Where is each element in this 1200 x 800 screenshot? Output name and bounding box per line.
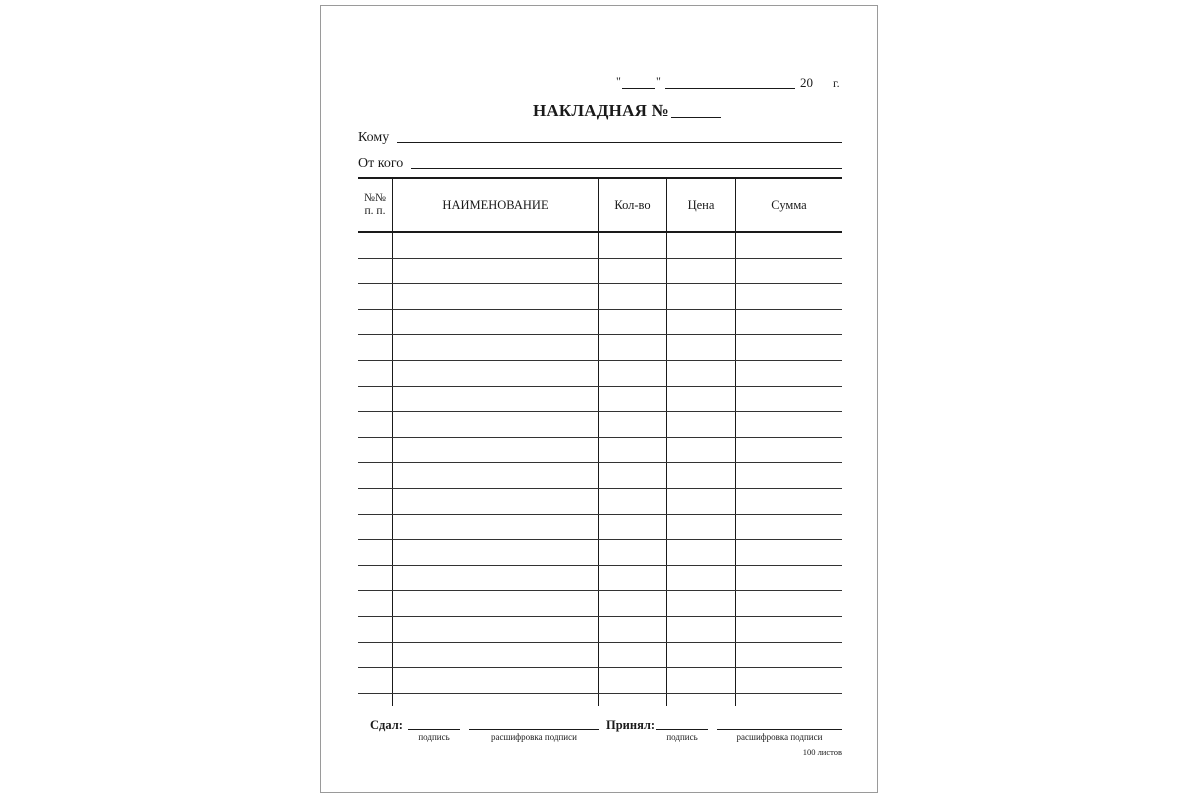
invoice-title bbox=[533, 101, 669, 121]
table-row[interactable] bbox=[358, 411, 842, 412]
table-row[interactable] bbox=[358, 462, 842, 463]
header-name: НАИМЕНОВАНИЕ bbox=[442, 198, 549, 212]
handed-signature-field[interactable] bbox=[408, 729, 460, 730]
table-row[interactable] bbox=[358, 616, 842, 617]
to-field[interactable] bbox=[397, 142, 842, 143]
table-row[interactable] bbox=[358, 693, 842, 694]
from-label: От кого bbox=[358, 156, 404, 171]
date-line bbox=[321, 6, 879, 106]
invoice-title-text: НАКЛАДНАЯ № bbox=[533, 101, 669, 120]
header-qty: Кол-во bbox=[614, 198, 651, 212]
invoice-form-sheet bbox=[320, 5, 878, 793]
sheet-count-note: 100 листов bbox=[802, 747, 842, 757]
header-num-line1: №№ bbox=[364, 192, 386, 204]
table-row[interactable] bbox=[358, 258, 842, 259]
received-label: Принял: bbox=[606, 718, 656, 732]
table-row[interactable] bbox=[358, 386, 842, 387]
table-row[interactable] bbox=[358, 283, 842, 284]
header-price: Цена bbox=[687, 198, 715, 212]
year-suffix: г. bbox=[833, 76, 840, 90]
day-blank[interactable] bbox=[622, 88, 655, 89]
received-decoding-field[interactable] bbox=[717, 729, 842, 730]
table-row[interactable] bbox=[358, 360, 842, 361]
table-row[interactable] bbox=[358, 642, 842, 643]
table-row[interactable] bbox=[358, 565, 842, 566]
invoice-number-blank[interactable] bbox=[671, 117, 721, 118]
table-row[interactable] bbox=[358, 667, 842, 668]
table-row[interactable] bbox=[358, 590, 842, 591]
handed-decoding-field[interactable] bbox=[469, 729, 599, 730]
header-num-line2: п. п. bbox=[364, 205, 386, 217]
to-label: Кому bbox=[358, 130, 390, 145]
from-field[interactable] bbox=[411, 168, 842, 169]
handed-decoding-caption: расшифровка подписи bbox=[491, 732, 577, 742]
handed-signature-caption: подпись bbox=[418, 732, 450, 742]
received-signature-field[interactable] bbox=[656, 729, 708, 730]
month-blank[interactable] bbox=[665, 88, 795, 89]
table-row[interactable] bbox=[358, 437, 842, 438]
table-top-border bbox=[358, 177, 842, 179]
header-num bbox=[358, 192, 392, 218]
table-row[interactable] bbox=[358, 514, 842, 515]
received-signature-caption: подпись bbox=[666, 732, 698, 742]
table-row[interactable] bbox=[358, 334, 842, 335]
date-close-quote: " bbox=[656, 74, 661, 88]
header-sum: Сумма bbox=[771, 198, 807, 212]
table-row[interactable] bbox=[358, 539, 842, 540]
table-header-bottom-border bbox=[358, 231, 842, 233]
table-row[interactable] bbox=[358, 309, 842, 310]
table-row[interactable] bbox=[358, 488, 842, 489]
received-decoding-caption: расшифровка подписи bbox=[736, 732, 823, 742]
year-prefix: 20 bbox=[800, 75, 813, 90]
date-open-quote: " bbox=[616, 74, 621, 88]
handed-label: Сдал: bbox=[370, 718, 403, 732]
